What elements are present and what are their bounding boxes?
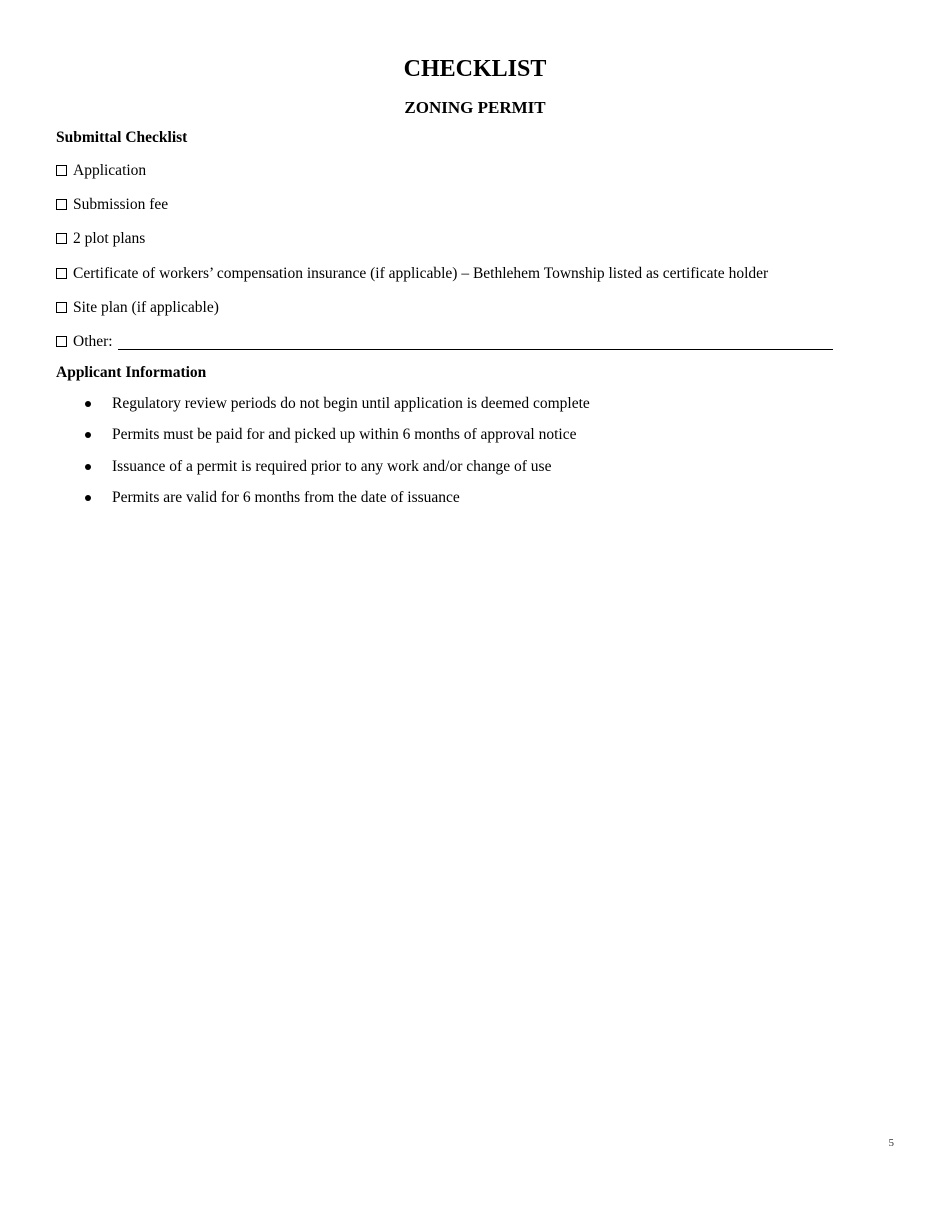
page-number: 5 bbox=[888, 1137, 894, 1149]
list-item bbox=[84, 456, 551, 478]
list-item bbox=[84, 487, 460, 509]
checklist-item-label: Certificate of workers’ compensation insurance (if applicable) – Bethlehem Township listed as certificate holder bbox=[73, 265, 769, 282]
bullet-icon bbox=[85, 401, 91, 407]
bullet-icon bbox=[85, 464, 91, 470]
list-item bbox=[84, 393, 590, 415]
checklist-item-other[interactable] bbox=[56, 331, 833, 353]
checkbox-site-plan[interactable] bbox=[56, 302, 67, 313]
checklist-item-label: Other: bbox=[73, 333, 113, 350]
page-title: CHECKLIST bbox=[403, 56, 547, 82]
checklist-item-label: Submission fee bbox=[73, 196, 169, 213]
page-subtitle: ZONING PERMIT bbox=[404, 98, 546, 117]
list-item bbox=[84, 424, 577, 446]
checkbox-submission-fee[interactable] bbox=[56, 199, 67, 210]
list-item-text: Permits must be paid for and picked up within 6 months of approval notice bbox=[112, 426, 577, 443]
bullet-icon bbox=[85, 432, 91, 438]
checklist-item-label: Application bbox=[73, 162, 147, 179]
list-item-text: Issuance of a permit is required prior to any work and/or change of use bbox=[112, 458, 552, 475]
checklist-item-application[interactable] bbox=[56, 160, 146, 182]
checkbox-plot-plans[interactable] bbox=[56, 233, 67, 244]
other-fill-in-line[interactable] bbox=[118, 334, 833, 350]
checklist-item-label: 2 plot plans bbox=[73, 230, 146, 247]
applicant-information-heading: Applicant Information bbox=[56, 364, 207, 381]
bullet-icon bbox=[85, 495, 91, 501]
list-item-text: Permits are valid for 6 months from the date of issuance bbox=[112, 489, 460, 506]
checkbox-application[interactable] bbox=[56, 165, 67, 176]
list-item-text: Regulatory review periods do not begin until application is deemed complete bbox=[112, 395, 590, 412]
checklist-item-workers-comp[interactable] bbox=[56, 263, 768, 285]
checkbox-other[interactable] bbox=[56, 336, 67, 347]
checklist-item-submission-fee[interactable] bbox=[56, 194, 168, 216]
checklist-item-plot-plans[interactable] bbox=[56, 228, 145, 250]
checkbox-workers-comp[interactable] bbox=[56, 268, 67, 279]
checklist-item-site-plan[interactable] bbox=[56, 297, 219, 319]
checklist-item-label: Site plan (if applicable) bbox=[73, 299, 219, 316]
submittal-checklist-heading: Submittal Checklist bbox=[56, 129, 188, 146]
